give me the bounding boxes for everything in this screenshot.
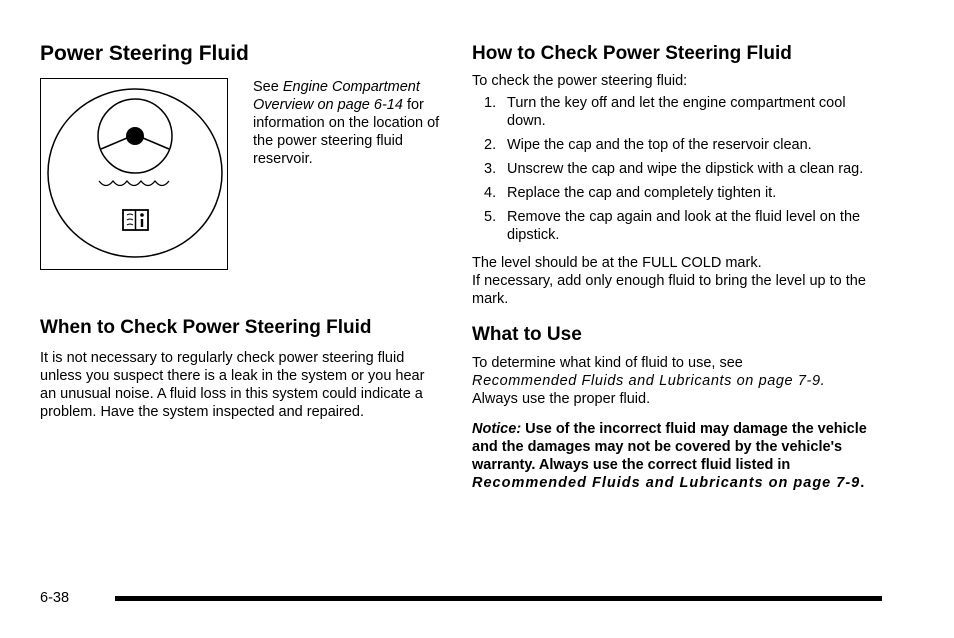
notice-link[interactable]: Recommended Fluids and Lubricants on page 7-9 xyxy=(472,475,861,491)
what-heading: What to Use xyxy=(472,324,582,345)
step-text: Unscrew the cap and wipe the dipstick with a clean rag. xyxy=(507,161,864,177)
right-column xyxy=(472,40,874,492)
power-steering-fluid-reservoir-icon xyxy=(40,78,228,270)
figure-caption xyxy=(253,78,443,168)
step-number: 2. xyxy=(484,137,497,153)
list-item xyxy=(472,94,874,130)
notice-paragraph xyxy=(472,420,874,492)
step-number: 5. xyxy=(484,209,497,225)
step-number: 1. xyxy=(484,95,497,111)
step-number: 3. xyxy=(484,161,497,177)
level-text-1: The level should be at the FULL COLD mark. xyxy=(472,255,762,271)
step-text: Turn the key off and let the engine compartment cool down. xyxy=(507,95,846,129)
step-text: Wipe the cap and the top of the reservoir clean. xyxy=(507,137,812,153)
list-item xyxy=(472,184,874,202)
notice-label: Notice: xyxy=(472,421,522,437)
level-text-2: If necessary, add only enough fluid to bring the level up to the mark. xyxy=(472,273,866,307)
what-link[interactable]: Recommended Fluids and Lubricants on page 7-9. xyxy=(472,373,826,389)
what-intro: To determine what kind of fluid to use, see xyxy=(472,355,743,371)
notice-end: . xyxy=(860,475,865,491)
left-column xyxy=(40,40,440,421)
what-after: Always use the proper fluid. xyxy=(472,391,651,407)
how-heading: How to Check Power Steering Fluid xyxy=(472,43,792,64)
list-item xyxy=(472,136,874,154)
page-number: 6-38 xyxy=(40,590,70,606)
list-item xyxy=(472,208,874,244)
notice-text: Use of the incorrect fluid may damage the vehicle and the damages may not be covered by the vehicle's warranty. Always use the correct fluid listed in xyxy=(472,421,867,473)
when-heading: When to Check Power Steering Fluid xyxy=(40,317,372,338)
how-intro: To check the power steering fluid: xyxy=(472,73,688,89)
steps-list xyxy=(472,94,874,244)
step-text: Remove the cap again and look at the fluid level on the dipstick. xyxy=(507,209,861,243)
caption-see: See xyxy=(253,79,283,95)
figure-row xyxy=(40,78,440,274)
step-number: 4. xyxy=(484,185,497,201)
footer-rule xyxy=(115,596,882,601)
when-text: It is not necessary to regularly check power steering fluid unless you suspect there is a leak in the system or you hear an unusual noise. A fluid loss in this system could indicate a problem. Have the system inspected and repaired. xyxy=(40,350,425,420)
caption-link[interactable]: Engine Compartment Overview on page 6-14 xyxy=(253,79,420,113)
step-text: Replace the cap and completely tighten it. xyxy=(507,185,777,201)
list-item xyxy=(472,160,874,178)
page-title: Power Steering Fluid xyxy=(40,42,249,65)
caption-rest: for information on the location of the power steering fluid reservoir. xyxy=(253,97,440,167)
